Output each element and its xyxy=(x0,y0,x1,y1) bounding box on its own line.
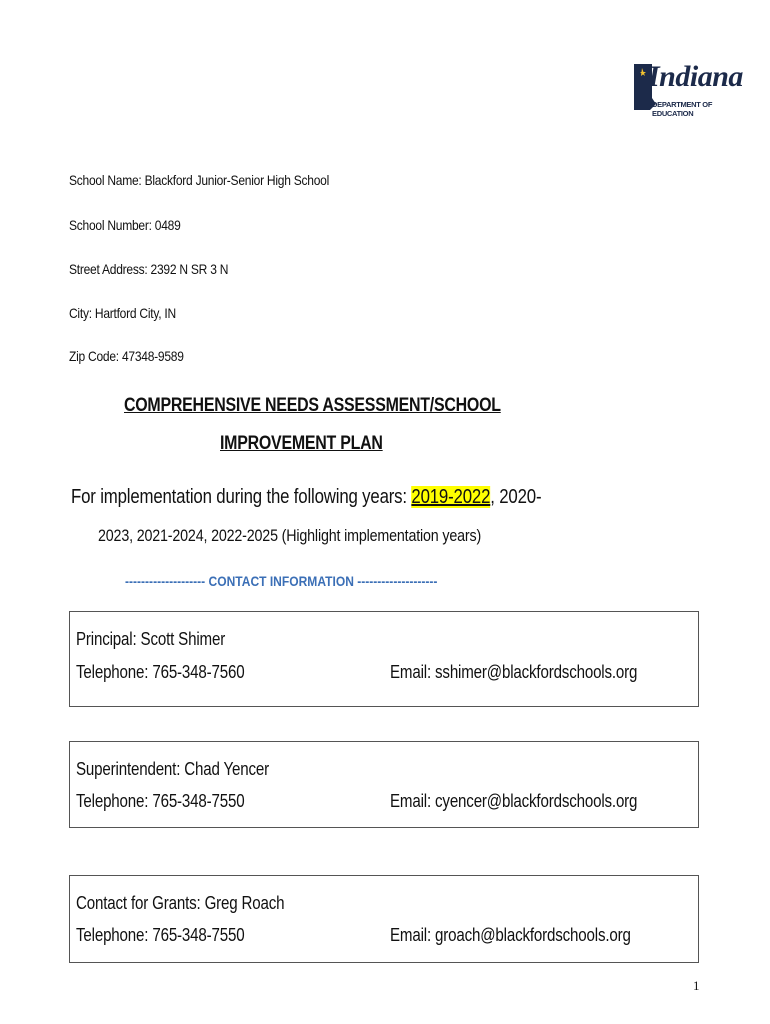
document-title-line-2: IMPROVEMENT PLAN xyxy=(220,433,383,454)
grants-contact-box xyxy=(69,875,699,963)
principal-email: Email: sshimer@blackfordschools.org xyxy=(390,662,638,682)
superintendent-email: Email: cyencer@blackfordschools.org xyxy=(390,791,638,811)
contact-information-heading: -------------------- CONTACT INFORMATION -------------------- xyxy=(125,573,438,589)
principal-contact-box xyxy=(69,611,699,707)
indiana-doe-logo xyxy=(630,58,743,118)
logo-subtitle: DEPARTMENT OF EDUCATION xyxy=(652,100,713,118)
implementation-years-line-1 xyxy=(71,486,541,509)
principal-name: Principal: Scott Shimer xyxy=(76,629,226,649)
page-number: 1 xyxy=(693,978,700,993)
grants-email: Email: groach@blackfordschools.org xyxy=(390,925,631,945)
zip-code: Zip Code: 47348-9589 xyxy=(69,348,184,364)
document-title-line-1: COMPREHENSIVE NEEDS ASSESSMENT/SCHOOL xyxy=(124,395,501,416)
school-number: School Number: 0489 xyxy=(69,217,181,233)
years-prefix: For implementation during the following years: xyxy=(71,486,412,508)
superintendent-name: Superintendent: Chad Yencer xyxy=(76,759,270,779)
logo-wordmark: Indiana xyxy=(648,60,743,93)
superintendent-telephone: Telephone: 765-348-7550 xyxy=(76,791,245,811)
principal-telephone: Telephone: 765-348-7560 xyxy=(76,662,245,682)
grants-telephone: Telephone: 765-348-7550 xyxy=(76,925,245,945)
school-name: School Name: Blackford Junior-Senior High School xyxy=(69,172,329,188)
implementation-years-line-2: 2023, 2021-2024, 2022-2025 (Highlight implementation years) xyxy=(98,526,482,545)
street-address: Street Address: 2392 N SR 3 N xyxy=(69,261,229,277)
superintendent-contact-box xyxy=(69,741,699,828)
highlighted-years: 2019-2022 xyxy=(411,486,491,508)
grants-contact-name: Contact for Grants: Greg Roach xyxy=(76,893,285,913)
city: City: Hartford City, IN xyxy=(69,305,176,321)
years-rest: , 2020- xyxy=(490,486,542,508)
